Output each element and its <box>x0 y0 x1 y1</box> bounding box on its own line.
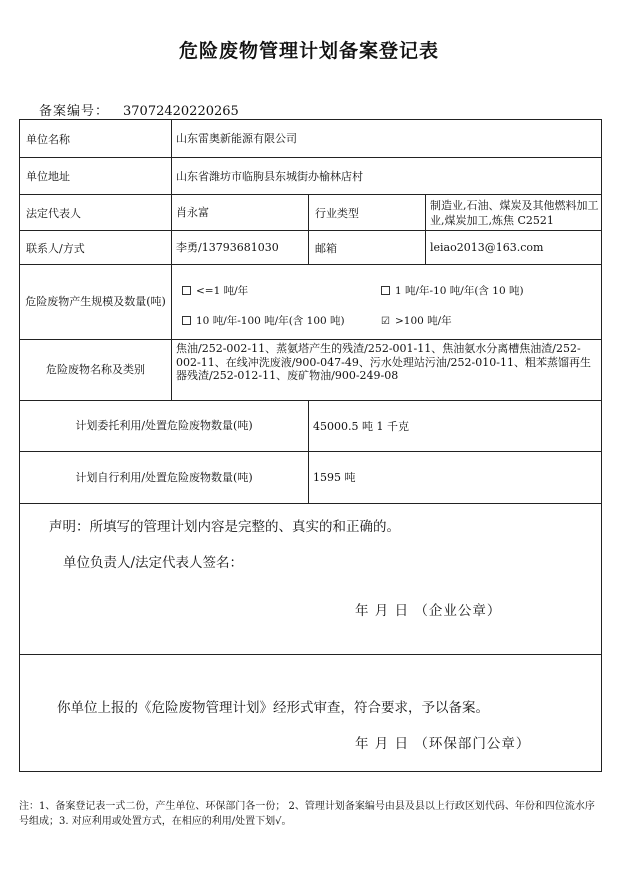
scale-option-3[interactable]: 10 吨/年-100 吨/年(含 100 吨) <box>182 313 345 328</box>
row-legal-rep <box>20 195 602 231</box>
self-use-label: 计划自行利用/处置危险废物数量(吨) <box>20 452 309 504</box>
checkbox-checked-icon: ☑ <box>381 316 390 327</box>
row-unit-address <box>20 158 602 195</box>
signature-line: 单位负责人/法定代表人签名： <box>63 555 244 571</box>
contact-value: 李勇/13793681030 <box>172 231 309 265</box>
email-value: leiao2013@163.com <box>426 231 602 265</box>
checkbox-empty-icon <box>182 286 191 295</box>
scale-options <box>172 265 602 340</box>
approval-text: 你单位上报的《危险废物管理计划》经形式审查，符合要求，予以备案。 <box>57 700 489 716</box>
checkbox-empty-icon <box>381 286 390 295</box>
scale-option-4[interactable]: ☑ >100 吨/年 <box>381 315 452 327</box>
legal-rep-value: 肖永富 <box>172 195 309 231</box>
legal-rep-label: 法定代表人 <box>20 195 172 231</box>
email-label: 邮箱 <box>309 231 426 265</box>
declaration-statement: 声明：所填写的管理计划内容是完整的、真实的和正确的。 <box>49 519 400 535</box>
entrusted-value: 45000.5 吨 1 千克 <box>309 401 602 452</box>
filing-number-value: 37072420220265 <box>123 104 239 119</box>
industry-value: 制造业,石油、煤炭及其他燃料加工业,煤炭加工,炼焦 C2521 <box>426 195 602 231</box>
row-waste <box>20 340 602 401</box>
filing-number <box>39 100 239 119</box>
footnote: 注：1、备案登记表一式二份，产生单位、环保部门各一份； 2、管理计划备案编号由县及县以上行政区划代码、年份和四位流水序号组成；3. 对应利用或处置方式，在相应的利用/处置下划√。 <box>19 801 595 827</box>
scale-option-2[interactable]: 1 吨/年-10 吨/年(含 10 吨) <box>381 283 524 298</box>
scale-option-1[interactable]: <=1 吨/年 <box>182 283 248 298</box>
industry-label: 行业类型 <box>309 195 426 231</box>
unit-address-label: 单位地址 <box>20 158 172 195</box>
form-title: 危险废物管理计划备案登记表 <box>178 40 439 62</box>
unit-name-value: 山东雷奥新能源有限公司 <box>172 120 602 158</box>
approval-section <box>20 655 601 771</box>
authority-seal-date: 年 月 日 （环保部门公章） <box>355 736 531 752</box>
waste-label: 危险废物名称及类别 <box>20 340 172 401</box>
filing-number-label: 备案编号： <box>39 104 110 119</box>
self-use-value: 1595 吨 <box>309 452 602 504</box>
waste-value: 焦油/252-002-11、蒸氨塔产生的残渣/252-001-11、焦油氨水分离槽焦油渣/252-002-11、在线冲洗废液/900-047-49、污水处理站污油/252-010-11、粗苯蒸馏再生器残渣/252-012-11、废矿物油/900-249-08 <box>172 340 602 401</box>
company-seal-date: 年 月 日 （企业公章） <box>355 603 502 619</box>
row-scale <box>20 265 602 340</box>
row-self-use <box>20 452 602 504</box>
row-unit-name <box>20 120 602 158</box>
entrusted-label: 计划委托利用/处置危险废物数量(吨) <box>20 401 309 452</box>
checkbox-empty-icon <box>182 316 191 325</box>
row-entrusted <box>20 401 602 452</box>
row-contact <box>20 231 602 265</box>
unit-address-value: 山东省潍坊市临朐县东城街办榆林店村 <box>172 158 602 195</box>
unit-name-label: 单位名称 <box>20 120 172 158</box>
scale-label: 危险废物产生规模及数量(吨) <box>20 265 172 340</box>
declaration-section <box>20 504 601 654</box>
row-approval <box>20 655 602 772</box>
contact-label: 联系人/方式 <box>20 231 172 265</box>
registration-table <box>19 119 602 772</box>
row-declaration <box>20 504 602 655</box>
